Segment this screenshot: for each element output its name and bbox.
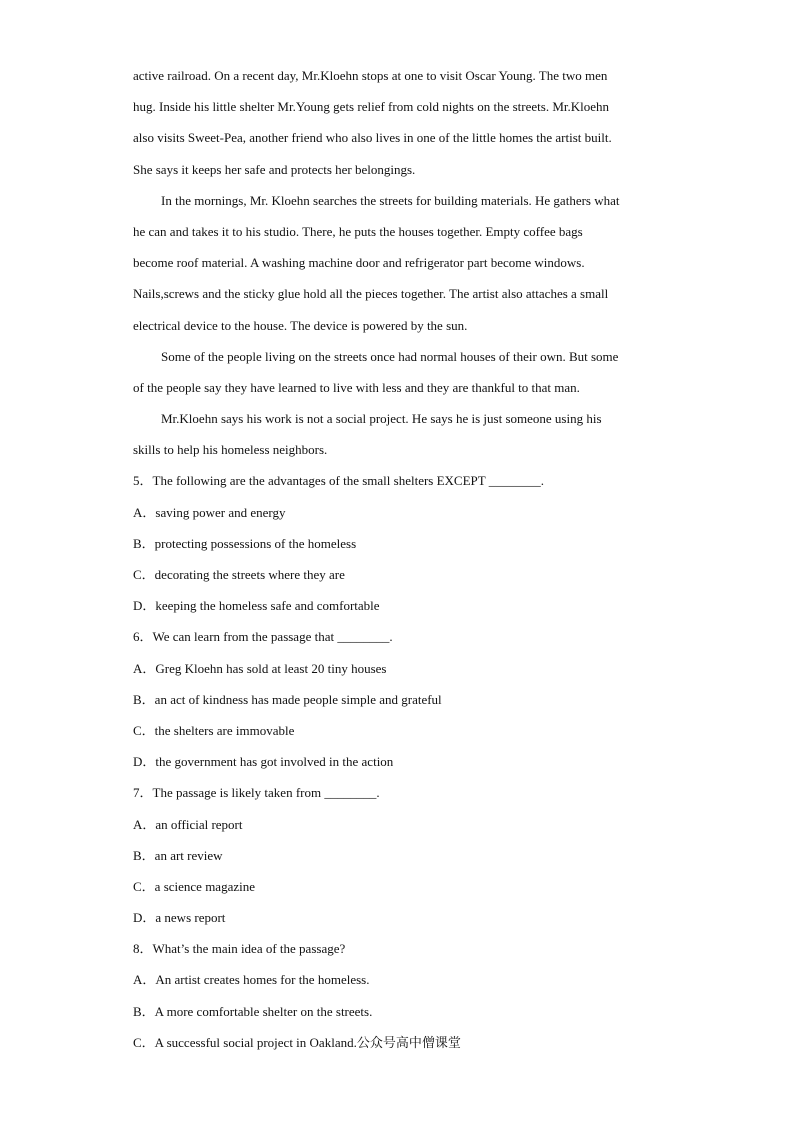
answer-option: B．A more comfortable shelter on the streets. bbox=[133, 1003, 373, 1019]
answer-option: B．an art review bbox=[133, 847, 223, 863]
answer-option: B．protecting possessions of the homeless bbox=[133, 535, 357, 551]
text-line: become roof material. A washing machine door and refrigerator part become windows. bbox=[133, 255, 585, 271]
passage-paragraph-4 bbox=[133, 407, 673, 469]
text-line: Some of the people living on the streets once had normal houses of their own. But some bbox=[161, 348, 619, 364]
text-line: also visits Sweet-Pea, another friend who also lives in one of the little homes the artist built. bbox=[133, 130, 612, 146]
answer-option: D．keeping the homeless safe and comfortable bbox=[133, 598, 380, 614]
text-line: of the people say they have learned to live with less and they are thankful to that man. bbox=[133, 379, 580, 395]
question-6 bbox=[133, 625, 673, 781]
answer-option: C．a science magazine bbox=[133, 878, 255, 894]
answer-option: A．Greg Kloehn has sold at least 20 tiny houses bbox=[133, 660, 387, 676]
question-stem: 5．The following are the advantages of the small shelters EXCEPT ________. bbox=[133, 473, 544, 489]
question-8 bbox=[133, 937, 673, 1062]
passage-paragraph-1 bbox=[133, 64, 673, 189]
text-line: She says it keeps her safe and protects her belongings. bbox=[133, 161, 416, 177]
question-stem: 8．What’s the main idea of the passage? bbox=[133, 941, 346, 957]
answer-option: C．the shelters are immovable bbox=[133, 722, 295, 738]
question-stem: 7．The passage is likely taken from ________. bbox=[133, 785, 380, 801]
document-body bbox=[133, 64, 673, 1062]
text-line: he can and takes it to his studio. There, he puts the houses together. Empty coffee bags bbox=[133, 223, 583, 239]
text-line: active railroad. On a recent day, Mr.Kloehn stops at one to visit Oscar Young. The two men bbox=[133, 68, 608, 83]
question-stem: 6．We can learn from the passage that ________. bbox=[133, 629, 393, 645]
text-line: skills to help his homeless neighbors. bbox=[133, 442, 328, 458]
answer-option: A．An artist creates homes for the homeless. bbox=[133, 972, 370, 988]
passage-paragraph-3 bbox=[133, 345, 673, 407]
text-line: Nails,screws and the sticky glue hold all the pieces together. The artist also attaches a small bbox=[133, 286, 609, 302]
text-line: In the mornings, Mr. Kloehn searches the streets for building materials. He gathers what bbox=[161, 192, 620, 208]
passage-paragraph-2 bbox=[133, 189, 673, 345]
answer-option: C．decorating the streets where they are bbox=[133, 567, 345, 582]
text-line: Mr.Kloehn says his work is not a social project. He says he is just someone using his bbox=[161, 411, 602, 427]
text-line: hug. Inside his little shelter Mr.Young gets relief from cold nights on the streets. Mr.Kloehn bbox=[133, 99, 610, 115]
answer-option: D．the government has got involved in the action bbox=[133, 754, 394, 770]
answer-option: A．an official report bbox=[133, 816, 243, 832]
text-line: electrical device to the house. The device is powered by the sun. bbox=[133, 317, 468, 333]
question-7 bbox=[133, 781, 673, 937]
question-5 bbox=[133, 469, 673, 625]
answer-option: C．A successful social project in Oakland.公众号高中僧课堂 bbox=[133, 1034, 461, 1050]
answer-option: D．a news report bbox=[133, 910, 226, 926]
answer-option: B．an act of kindness has made people simple and grateful bbox=[133, 691, 442, 707]
answer-option: A．saving power and energy bbox=[133, 504, 286, 520]
